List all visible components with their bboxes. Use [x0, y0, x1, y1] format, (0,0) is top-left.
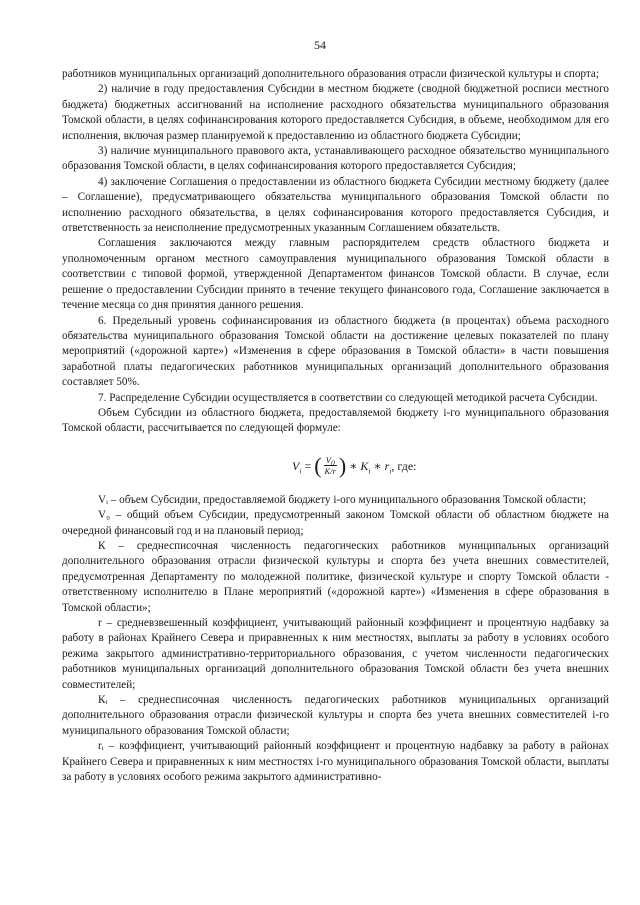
- paragraph: 7. Распределение Субсидии осуществляется в соответствии со следующей методикой расчета Субсидии.: [98, 391, 598, 404]
- paragraph: Объем Субсидии из областного бюджета, предоставляемой бюджету i-го муниципального образования Томской области, рассчитывается по следующей формуле:: [62, 406, 609, 435]
- paragraphs-before-formula: [62, 67, 609, 437]
- paragraph: Соглашения заключаются между главным распорядителем средств областного бюджета и уполномоченным органом местного самоуправления муниципального образования Томской области в соответствии с типовой формой, утвержденной Департаментом финансов Томской области. В случае, если решение о предоставлении Субсидии принято в течение текущего финансового года, Соглашение заключается в течение месяца со дня принятия данного решения.: [62, 237, 609, 312]
- paragraph: 3) наличие муниципального правового акта, устанавливающего расходное обязательство муниципального образования Томской области, в целях софинансирования которого предоставляется Субсидия;: [62, 145, 609, 173]
- formula-lhs: $V_i$: [292, 458, 302, 476]
- formula-times-2: ∗: [370, 458, 385, 473]
- formula-fraction: [323, 455, 338, 476]
- formula-suffix: , где:: [391, 458, 417, 473]
- paragraph: 2) наличие в году предоставления Субсидии в местном бюджете (сводной бюджетной росписи местного бюджета) бюджетных ассигнований на исполнение расходного обязательства муниципального образования Томской области, в целях софинансирования которого предоставляется Субсидия, в объеме, необходимом для его исполнения, включая размер планируемой к предоставлению из областного бюджета Субсидии;: [62, 83, 609, 142]
- paragraph: rᵢ – коэффициент, учитывающий районный коэффициент и процентную надбавку за работу в районах Крайнего Севера и приравненных к ним местностях i-го муниципального образования Томской области, выплаты за работу в условиях особого режима закрытого административно-: [62, 740, 609, 784]
- formula-left-paren: (: [314, 452, 322, 478]
- paragraph: r – средневзвешенный коэффициент, учитывающий районный коэффициент и процентную надбавку за работу в районах Крайнего Севера и приравненных к ним местностях, выплаты за работу в условиях особого режима закрытого административно-территориального образования, с учетом численности педагогических работников муниципальных организаций дополнительного образования Томской области без учета внешних совместителей;: [62, 617, 609, 691]
- formula-denominator: K/r: [324, 466, 336, 477]
- paragraph: Кᵢ – среднесписочная численность педагогических работников муниципальных организаций дополнительного образования отрасли физической культуры и спорта без учета внешних совместителей i-го муниципального образования Томской области;: [62, 694, 609, 737]
- paragraph: 4) заключение Соглашения о предоставлении из областного бюджета Субсидии местному бюджету (далее – Соглашение), предусматривающего обязательства муниципального образования Томской области по исполнению расходного обязательства, в целях софинансирования которого предоставляется Субсидия, и ответственность за неисполнение предусмотренных указанным Соглашением обязательств.: [62, 175, 609, 235]
- document-body: [62, 67, 609, 785]
- paragraphs-after-formula: [62, 493, 609, 786]
- formula-right-paren: ): [338, 452, 347, 478]
- subsidy-formula: [62, 453, 609, 479]
- paragraph: работников муниципальных организаций дополнительного образования отрасли физической культуры и спорта;: [62, 68, 599, 80]
- paragraph: Vᵢ – объем Субсидии, предоставляемой бюджету i-ого муниципального образования Томской области;: [98, 493, 587, 506]
- paragraph: 6. Предельный уровень софинансирования из областного бюджета (в процентах) объема расходного обязательства муниципального образования Томской области на достижение целевых показателей по плану мероприятий («дорожной карте») «Изменения в сфере образования в Томской области» в части повышения заработной платы педагогических работников муниципальных организаций дополнительного образования составляет 50%.: [62, 314, 609, 389]
- page-number: 54: [314, 38, 326, 52]
- paragraph: V₀ – общий объем Субсидии, предусмотренный законом Томской области об областном бюджете на очередной финансовый год и на плановый период;: [62, 509, 609, 537]
- formula-r: $r_i$: [384, 458, 392, 476]
- formula-numerator: $V_0$: [325, 455, 335, 468]
- formula-times-1: ∗: [346, 458, 361, 473]
- formula-equals: =: [301, 458, 315, 473]
- paragraph: К – среднесписочная численность педагогических работников муниципальных организаций дополнительного образования отрасли физической культуры и спорта без учета внешних совместителей, предусмотренная Департаменту по молодежной политике, физической культуре и спорту Томской области - ответственному исполнителю в Плане мероприятий («дорожной карте») «Изменения в сфере образования в Томской области»;: [62, 539, 609, 614]
- formula-k: $K_i$: [360, 458, 371, 476]
